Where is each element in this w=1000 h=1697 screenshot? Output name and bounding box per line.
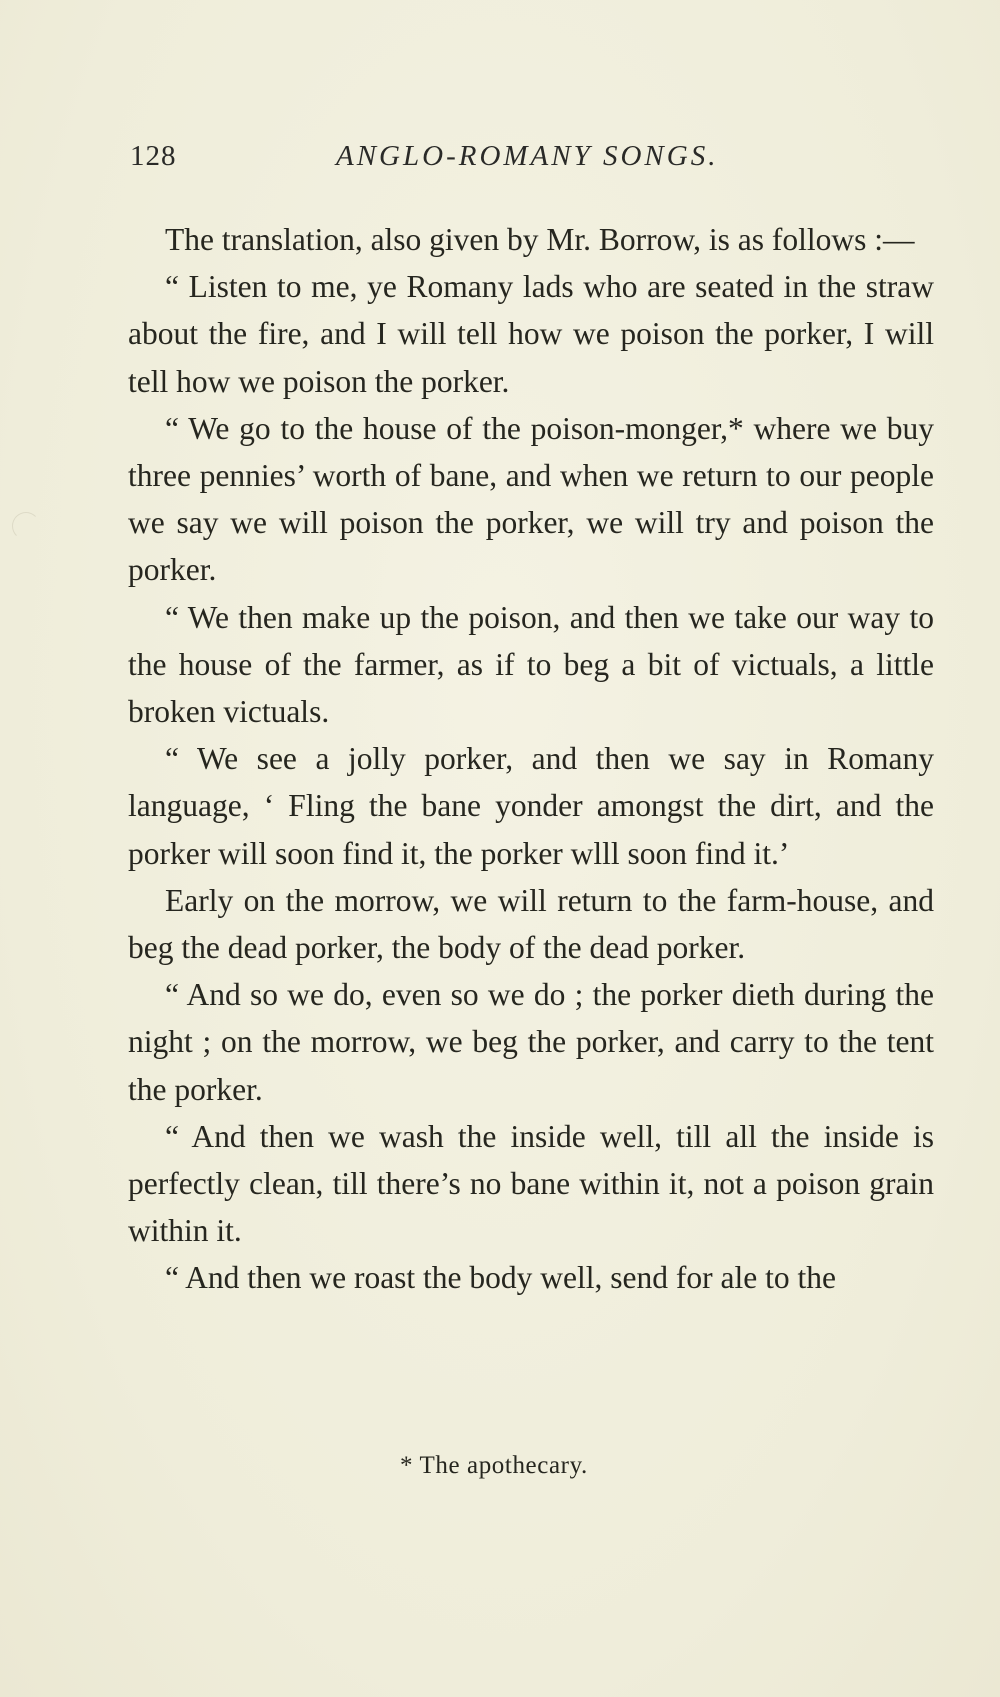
paragraph: The translation, also given by Mr. Borrow, is as follows :— [165, 222, 915, 257]
margin-stain [12, 512, 40, 540]
page-number: 128 [130, 140, 177, 172]
running-head: ANGLO-ROMANY SONGS. [336, 140, 719, 172]
body-text [128, 216, 934, 1302]
paragraph: “ We see a jolly porker, and then we say in Romany language, ‘ Fling the bane yonder amongst the dirt, and the porker will soon find it, the porker wlll soon find it.’ [128, 741, 934, 871]
paragraph: Early on the morrow, we will return to the farm-house, and beg the dead porker, the body of the dead porker. [128, 882, 934, 966]
paragraph: “ And then we wash the inside well, till all the inside is perfectly clean, till there’s no bane within it, not a poison grain within it. [128, 1118, 934, 1249]
page-header [130, 140, 930, 180]
footnote: * The apothecary. [400, 1452, 588, 1479]
paragraph: “ And so we do, even so we do ; the porker dieth during the night ; on the morrow, we beg the porker, and carry to the tent the porker. [128, 977, 934, 1107]
paragraph: “ And then we roast the body well, send for ale to the [165, 1260, 836, 1296]
paragraph: “ We go to the house of the poison-monger,* where we buy three pennies’ worth of bane, and when we return to our people we say we will poison the porker, we will try and poison the porker. [128, 410, 934, 588]
paragraph: “ Listen to me, ye Romany lads who are seated in the straw about the fire, and I will tell how we poison the porker, I will tell how we poison the porker. [128, 269, 934, 399]
paragraph: “ We then make up the poison, and then we take our way to the house of the farmer, as if to beg a bit of victuals, a little broken victuals. [128, 599, 934, 730]
